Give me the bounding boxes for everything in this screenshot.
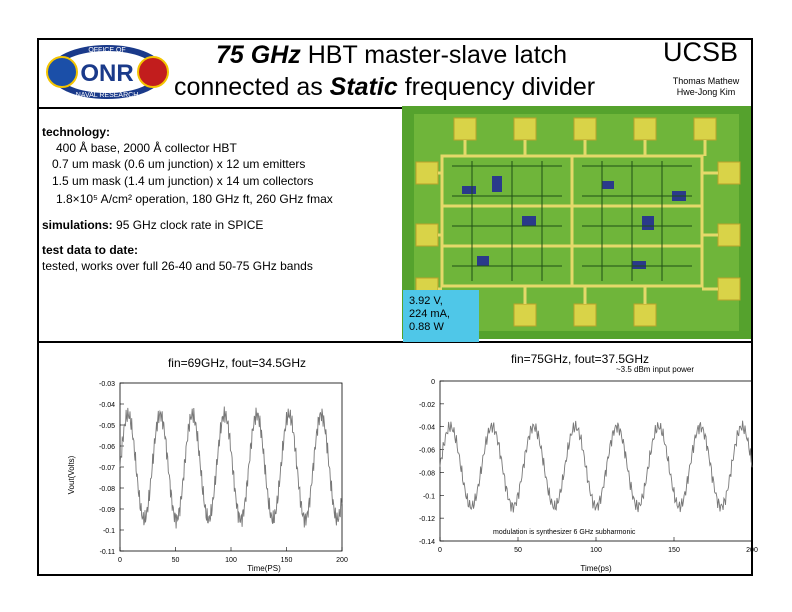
x-axis-label: Time(PS) [247,564,281,573]
y-tick-label: -0.14 [419,539,435,546]
test-data-heading: test data to date: [42,243,139,257]
y-tick-label: -0.08 [99,486,115,493]
technology-line-2: 0.7 um mask (0.6 um junction) x 12 um emitters [52,157,306,171]
org-name: UCSB [663,37,739,67]
chart-title-text: fin=69GHz, fout=34.5GHz [167,356,307,370]
technology-line-1: 400 Å base, 2000 Å collector HBT [56,141,237,155]
x-axis-label: Time(ps) [580,564,612,573]
y-tick-label: -0.12 [419,516,435,524]
x-tick-label: 150 [668,547,680,554]
onr-logo-icon [42,42,172,102]
title-line-1: 75 GHz HBT master-slave latch [216,41,568,69]
annotation-input-power: ~3.5 dBm input power [616,365,695,374]
simulations: simulations: 95 GHz clock rate in SPICE [42,218,264,232]
technology-heading: technology: [42,125,110,139]
chip-divider [37,341,753,343]
chart-title [511,352,649,366]
series-line [120,407,342,529]
bias-current: 224 mA, [409,308,450,320]
y-tick-label: -0.07 [99,465,115,472]
x-tick-label: 100 [225,557,237,564]
x-tick-label: 200 [746,547,758,554]
y-tick-label: -0.1 [102,528,115,535]
chart-title [168,356,306,370]
y-tick-label: -0.04 [99,402,115,409]
logo-ring-bottom: NAVAL RESEARCH [75,92,139,99]
annotation-modulation: modulation is synthesizer 6 GHz subharmonic [493,529,636,536]
y-tick-label: -0.04 [419,424,435,432]
x-tick-label: 0 [438,547,442,554]
y-tick-label: -0.11 [99,549,115,556]
author-2: Hwe-Jong Kim [676,87,736,97]
title-line-2: connected as Static frequency divider [174,73,596,101]
y-tick-label: -0.03 [99,381,115,388]
y-tick-label: -0.09 [99,507,115,514]
bias-note [403,290,479,342]
plot-area [120,383,342,551]
plot-area [440,381,752,541]
x-tick-label: 200 [336,557,348,564]
author-1: Thomas Mathew [672,76,740,86]
y-tick-label: -0.08 [419,470,435,478]
x-tick-label: 150 [280,557,293,564]
waveform-chart-75ghz [398,345,758,575]
series-line [440,421,752,513]
y-tick-label: -0.02 [419,401,435,409]
x-tick-label: 100 [590,547,602,554]
logo-ring-top: OFFICE OF [88,47,126,54]
bias-power: 0.88 W [409,321,444,333]
y-tick-label: -0.06 [419,447,435,455]
x-tick-label: 0 [118,557,122,564]
y-tick-label: -0.06 [99,444,115,451]
chart-title-text: fin=75GHz, fout=37.5GHz [510,352,650,366]
test-data-text: tested, works over full 26-40 and 50-75 GHz bands [42,259,313,273]
technology-line-4: 1.8×10⁵ A/cm² operation, 180 GHz ft, 260 GHz fmax [56,192,333,206]
waveform-chart-69ghz [42,345,382,575]
y-tick-label: -0.05 [99,423,115,430]
authors [662,76,750,98]
logo-text: ONR [80,60,134,87]
y-tick-label: -0.1 [422,493,435,501]
x-tick-label: 50 [171,557,180,564]
y-axis-label: Vout(Volts) [67,455,76,495]
x-tick-label: 50 [514,547,522,554]
technology-line-3: 1.5 um mask (1.4 um junction) x 14 um collectors [52,174,314,188]
bias-voltage: 3.92 V, [409,295,443,307]
y-tick-label: 0 [431,379,435,386]
